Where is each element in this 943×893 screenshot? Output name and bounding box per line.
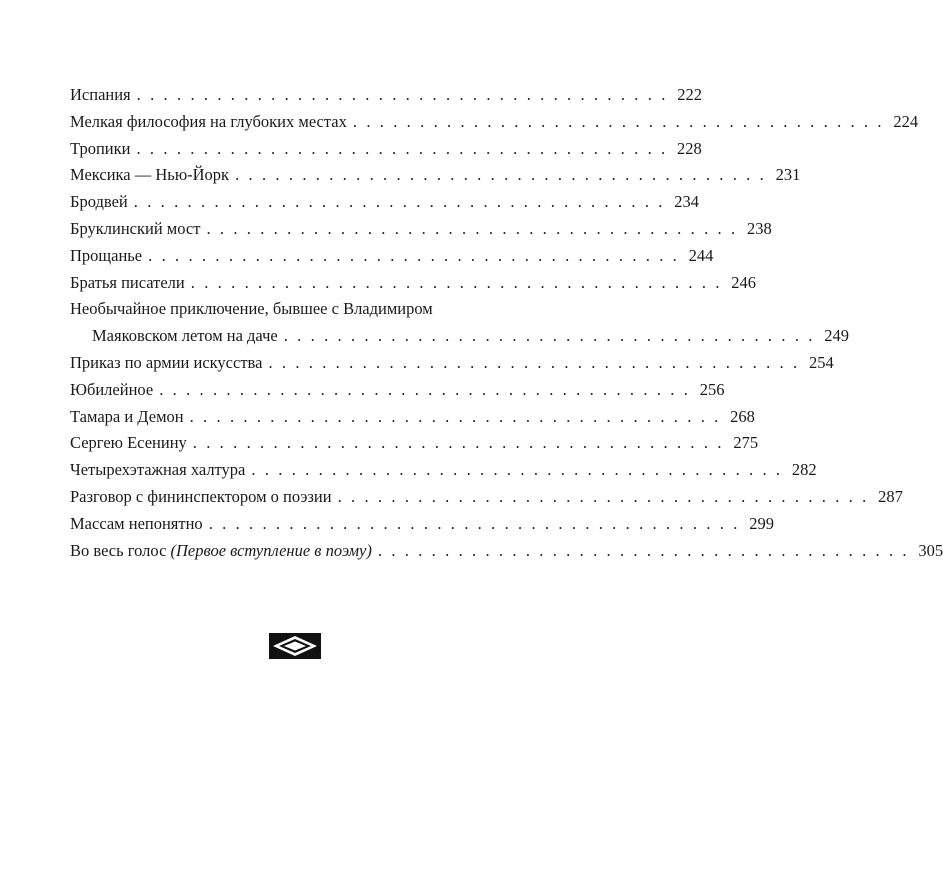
toc-entry[interactable] [70, 136, 702, 163]
dot-leader: . . . . . . . . . . . . . . . . . . . . . . . . . . . . . . . . . . . . . . . . [206, 218, 738, 238]
toc-entry-page: 254 [808, 352, 834, 372]
toc-entry-page: 224 [893, 111, 919, 131]
toc-entry-title: Бродвей [70, 192, 128, 212]
dot-leader: . . . . . . . . . . . . . . . . . . . . . . . . . . . . . . . . . . . . . . . . [136, 85, 668, 104]
dot-leader: . . . . . . . . . . . . . . . . . . . . . . . . . . . . . . . . . . . . . . . . [268, 352, 800, 372]
dot-leader: . . . . . . . . . . . . . . . . . . . . . . . . . . . . . . . . . . . . . . . . [377, 540, 910, 560]
toc-entry[interactable] [70, 484, 903, 511]
dot-leader: . . . . . . . . . . . . . . . . . . . . . . . . . . . . . . . . . . . . . . . . [337, 486, 869, 506]
dot-leader: . . . . . . . . . . . . . . . . . . . . . . . . . . . . . . . . . . . . . . . . [136, 138, 668, 158]
toc-entry[interactable] [70, 404, 755, 431]
toc-entry-title-line2: Маяковском летом на даче [92, 326, 278, 346]
toc-entry-title: Тамара и Демон [70, 406, 184, 426]
dot-leader: . . . . . . . . . . . . . . . . . . . . . . . . . . . . . . . . . . . . . . . . [133, 192, 666, 212]
dot-leader: . . . . . . . . . . . . . . . . . . . . . . . . . . . . . . . . . . . . . . . . [208, 513, 740, 533]
toc-entry-page: 275 [733, 433, 759, 453]
toc-entry[interactable] [70, 511, 774, 538]
toc-entry[interactable] [70, 377, 725, 404]
dot-leader: . . . . . . . . . . . . . . . . . . . . . . . . . . . . . . . . . . . . . . . . [235, 165, 767, 185]
toc-entry-title: Во весь голос [70, 540, 167, 560]
toc-entry-title: Мексика — Нью-Йорк [70, 165, 230, 185]
toc-entry-title: Бруклинский мост [70, 218, 201, 238]
toc-entry-title: Юбилейное [70, 379, 154, 399]
dot-leader: . . . . . . . . . . . . . . . . . . . . . . . . . . . . . . . . . . . . . . . . [192, 433, 725, 453]
toc-entry-page: 234 [674, 192, 700, 212]
toc-entry-page: 231 [775, 165, 801, 185]
toc-entry[interactable] [70, 350, 834, 377]
toc-entry[interactable] [70, 189, 700, 216]
toc-entry[interactable] [70, 538, 943, 565]
dot-leader: . . . . . . . . . . . . . . . . . . . . . . . . . . . . . . . . . . . . . . . . [251, 460, 783, 480]
toc-entry-page: 228 [677, 138, 702, 158]
toc-entry-subtitle: (Первое вступление в поэму) [170, 540, 372, 560]
toc-entry-page: 246 [731, 272, 757, 292]
toc-entry-title: Испания [70, 85, 131, 104]
toc-entry-page: 249 [824, 326, 850, 346]
dot-leader: . . . . . . . . . . . . . . . . . . . . . . . . . . . . . . . . . . . . . . . . [190, 272, 723, 292]
toc-entry-page: 238 [746, 218, 772, 238]
toc-entry-title-line1: Необычайное приключение, бывшее с Владимиром [70, 299, 433, 319]
toc-entry-page: 268 [730, 406, 755, 426]
toc-entry-page: 299 [749, 513, 774, 533]
toc-entry[interactable] [70, 216, 772, 243]
toc-entry-continuation[interactable] [70, 323, 850, 350]
toc-entry-title-with-subtitle [70, 538, 372, 565]
dot-leader: . . . . . . . . . . . . . . . . . . . . . . . . . . . . . . . . . . . . . . . . [283, 326, 816, 346]
dot-leader: . . . . . . . . . . . . . . . . . . . . . . . . . . . . . . . . . . . . . . . . [148, 245, 680, 265]
dot-leader: . . . . . . . . . . . . . . . . . . . . . . . . . . . . . . . . . . . . . . . . [352, 111, 885, 131]
toc-entry-title: Мелкая философия на глубоких местах [70, 111, 347, 131]
dot-leader: . . . . . . . . . . . . . . . . . . . . . . . . . . . . . . . . . . . . . . . . [189, 406, 721, 426]
toc-entry-title: Тропики [70, 138, 131, 158]
toc-entry[interactable] [70, 82, 702, 109]
toc-entry-title: Прощанье [70, 245, 143, 265]
toc-entry[interactable] [70, 270, 757, 297]
toc-entry[interactable] [70, 109, 919, 136]
table-of-contents [70, 82, 943, 564]
toc-entry-title: Сергею Есенину [70, 433, 187, 453]
dot-leader: . . . . . . . . . . . . . . . . . . . . . . . . . . . . . . . . . . . . . . . . [159, 379, 691, 399]
toc-entry-title: Массам непонятно [70, 513, 203, 533]
toc-entry-title: Братья писатели [70, 272, 185, 292]
toc-entry-page: 244 [688, 245, 714, 265]
toc-entry[interactable] [70, 243, 714, 270]
toc-entry-page: 256 [699, 379, 725, 399]
toc-entry-page: 305 [918, 540, 943, 560]
toc-entry-page: 287 [878, 486, 903, 506]
toc-entry[interactable] [70, 430, 759, 457]
toc-entry-title: Приказ по армии искусства [70, 352, 263, 372]
toc-entry[interactable] [70, 457, 817, 484]
toc-entry-multiline[interactable] [70, 296, 522, 323]
diamond-ornament-icon [269, 633, 321, 659]
toc-entry-title: Разговор с фининспектором о поэзии [70, 486, 332, 506]
toc-entry-page: 282 [791, 460, 817, 480]
toc-entry[interactable] [70, 162, 801, 189]
toc-entry-title: Четырехэтажная халтура [70, 460, 246, 480]
toc-entry-page: 222 [677, 85, 702, 104]
